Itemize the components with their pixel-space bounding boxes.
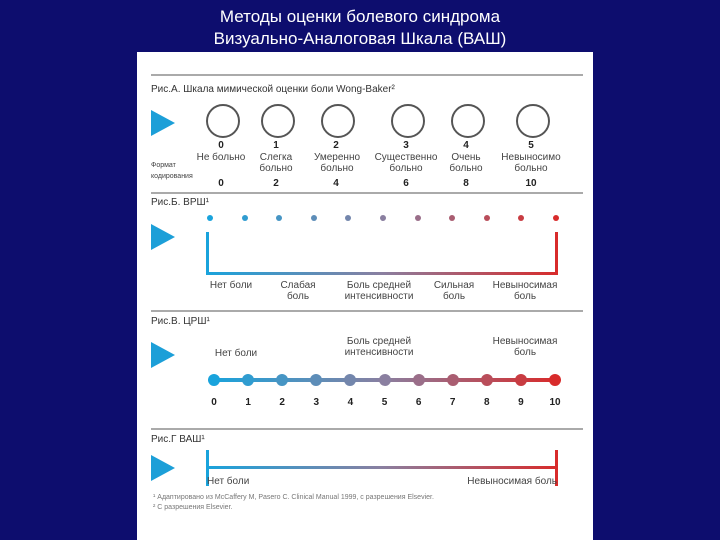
- scale-number: 6: [415, 397, 422, 408]
- scale-dot: [447, 374, 459, 386]
- fig-a-title: Рис.А. Шкала мимической оценки боли Wong-Baker²: [151, 84, 395, 95]
- scale-number: 10: [549, 397, 561, 408]
- fig-d-title: Рис.Г ВАШ¹: [151, 434, 205, 445]
- footnote: ¹ Адаптировано из McCaffery M, Pasero C. Clinical Manual 1999, с разрешения Elsevier.: [153, 494, 434, 501]
- scale-dot: [413, 374, 425, 386]
- face-code: 4: [333, 178, 339, 189]
- bar-left-tick: [206, 232, 209, 275]
- face-crying-icon: [516, 104, 550, 138]
- fig-b-label: Боль средней интенсивности: [344, 280, 414, 302]
- face-label: Очень больно: [449, 152, 483, 174]
- title-line-1: Методы оценки болевого синдрома: [219, 7, 501, 26]
- face-number: 4: [463, 140, 469, 151]
- fig-b-bar: [206, 272, 558, 275]
- scale-number: 0: [211, 397, 217, 408]
- scale-dot: [481, 374, 493, 386]
- face-number: 3: [403, 140, 409, 151]
- separator: [151, 310, 583, 312]
- face-label: Невыносимо больно: [501, 152, 561, 174]
- bar-right-tick: [555, 232, 558, 275]
- fig-c-top-label: Боль средней интенсивности: [344, 336, 414, 358]
- face-code: 8: [463, 178, 469, 189]
- separator: [151, 74, 583, 76]
- scale-dot: [311, 215, 317, 221]
- footnote: ² С разрешения Elsevier.: [153, 504, 233, 511]
- scale-number: 5: [381, 397, 388, 408]
- vas-right-label: Невыносимая боль: [467, 476, 557, 487]
- slide-title: [0, 6, 720, 50]
- scale-dot: [344, 374, 356, 386]
- fig-b-title: Рис.Б. ВРШ¹: [151, 197, 209, 208]
- title-line-2: Визуально-Аналоговая Шкала (ВАШ): [213, 29, 507, 48]
- scale-number: 1: [245, 397, 251, 408]
- face-smile-icon: [261, 104, 295, 138]
- scale-dot: [276, 215, 282, 221]
- fig-c-title: Рис.В. ЦРШ¹: [151, 316, 210, 327]
- scale-number: 8: [484, 397, 490, 408]
- face-code: 6: [403, 178, 409, 189]
- scale-dot: [549, 374, 561, 386]
- scale-dot: [242, 374, 254, 386]
- figure-sheet: [137, 52, 593, 540]
- scale-dot: [242, 215, 248, 221]
- face-number: 2: [333, 140, 339, 151]
- face-number: 5: [528, 140, 534, 151]
- scale-number: 2: [279, 397, 285, 408]
- arrow-icon: [151, 224, 175, 250]
- scale-number: 7: [449, 397, 456, 408]
- face-label: Слегка больно: [259, 152, 293, 174]
- scale-dot: [379, 374, 391, 386]
- scale-dot: [310, 374, 322, 386]
- scale-dot: [345, 215, 351, 221]
- fig-b-label: Сильная боль: [433, 280, 475, 302]
- face-neutral-icon: [321, 104, 355, 138]
- scale-number: 3: [313, 397, 320, 408]
- scale-number: 4: [347, 397, 354, 408]
- face-happy-icon: [206, 104, 240, 138]
- face-code: 10: [525, 178, 537, 189]
- separator: [151, 428, 583, 430]
- fig-b-label: Нет боли: [209, 280, 253, 291]
- coding-format-label: Формат кодирования: [151, 162, 193, 180]
- fig-c-top-label: Нет боли: [214, 348, 258, 359]
- face-label: Не больно: [196, 152, 246, 163]
- arrow-icon: [151, 110, 175, 136]
- scale-dot: [484, 215, 490, 221]
- face-number: 0: [218, 140, 224, 151]
- face-frown-icon: [451, 104, 485, 138]
- face-sad-icon: [391, 104, 425, 138]
- scale-dot: [518, 215, 524, 221]
- arrow-icon: [151, 342, 175, 368]
- scale-dot: [415, 215, 421, 221]
- scale-dot: [515, 374, 527, 386]
- fig-b-label: Слабая боль: [280, 280, 316, 302]
- scale-number: 9: [518, 397, 524, 408]
- fig-b-label: Невыносимая боль: [492, 280, 558, 302]
- scale-dot: [276, 374, 288, 386]
- arrow-icon: [151, 455, 175, 481]
- scale-dot: [207, 215, 213, 221]
- scale-dot: [380, 215, 386, 221]
- face-label: Существенно больно: [374, 152, 438, 174]
- separator: [151, 192, 583, 194]
- face-label: Умеренно больно: [313, 152, 361, 174]
- scale-dot: [553, 215, 559, 221]
- scale-dot: [208, 374, 220, 386]
- scale-dot: [449, 215, 455, 221]
- face-code: 0: [218, 178, 224, 189]
- face-code: 2: [273, 178, 279, 189]
- fig-c-top-label: Невыносимая боль: [492, 336, 558, 358]
- vas-bar: [206, 466, 558, 469]
- vas-left-label: Нет боли: [207, 476, 250, 487]
- face-number: 1: [273, 140, 279, 151]
